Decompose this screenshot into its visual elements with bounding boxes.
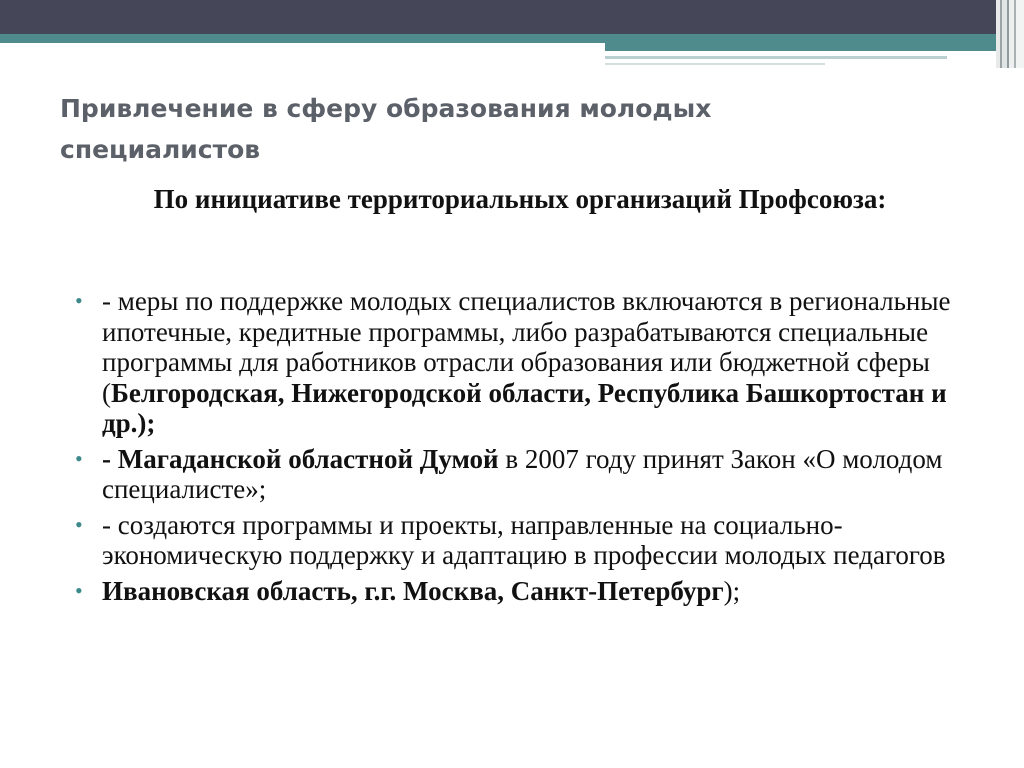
slide-title: Привлечение в сферу образования молодых специалистов [60, 94, 712, 164]
circle-bullet-icon: • [75, 445, 83, 471]
circle-bullet-icon: • [75, 288, 83, 313]
item-bold-text: Белгородская, Нижегородской области, Республика Башкортостан и др.); [102, 377, 947, 438]
slide-subheading: По инициативе территориальных организаций Профсоюза: [153, 184, 887, 214]
accent-rule-secondary [605, 43, 1024, 51]
header-band [0, 0, 1024, 34]
item-bold-text: - Магаданской областной Думой [102, 443, 499, 474]
item-tail-text: ); [723, 575, 741, 606]
circle-bullet-icon: • [75, 511, 83, 537]
decorative-rule [605, 56, 947, 59]
list-item [72, 444, 972, 505]
item-text: - меры по поддержке молодых специалистов включаются в региональные ипотечные, кредитные программы, либо разрабатываются специальные программы для работников отрасли образования или бюджетной сферы ( [102, 286, 951, 408]
accent-rule [0, 34, 1024, 43]
list-item [72, 510, 972, 571]
bullet-list [72, 286, 972, 611]
item-text: - создаются программы и проекты, направленные на социально-экономическую поддержку и адаптацию в профессии молодых педагогов [102, 509, 946, 570]
list-item [72, 286, 972, 439]
decorative-rule-short [605, 63, 825, 65]
list-item [72, 576, 972, 607]
circle-bullet-icon: • [75, 577, 83, 603]
edge-stripes [996, 0, 1024, 68]
item-bold-text: Ивановская область, г.г. Москва, Санкт-Петербург [102, 575, 724, 606]
item-tail-text: в 2007 году принят Закон «О молодом специалисте»; [102, 443, 943, 504]
